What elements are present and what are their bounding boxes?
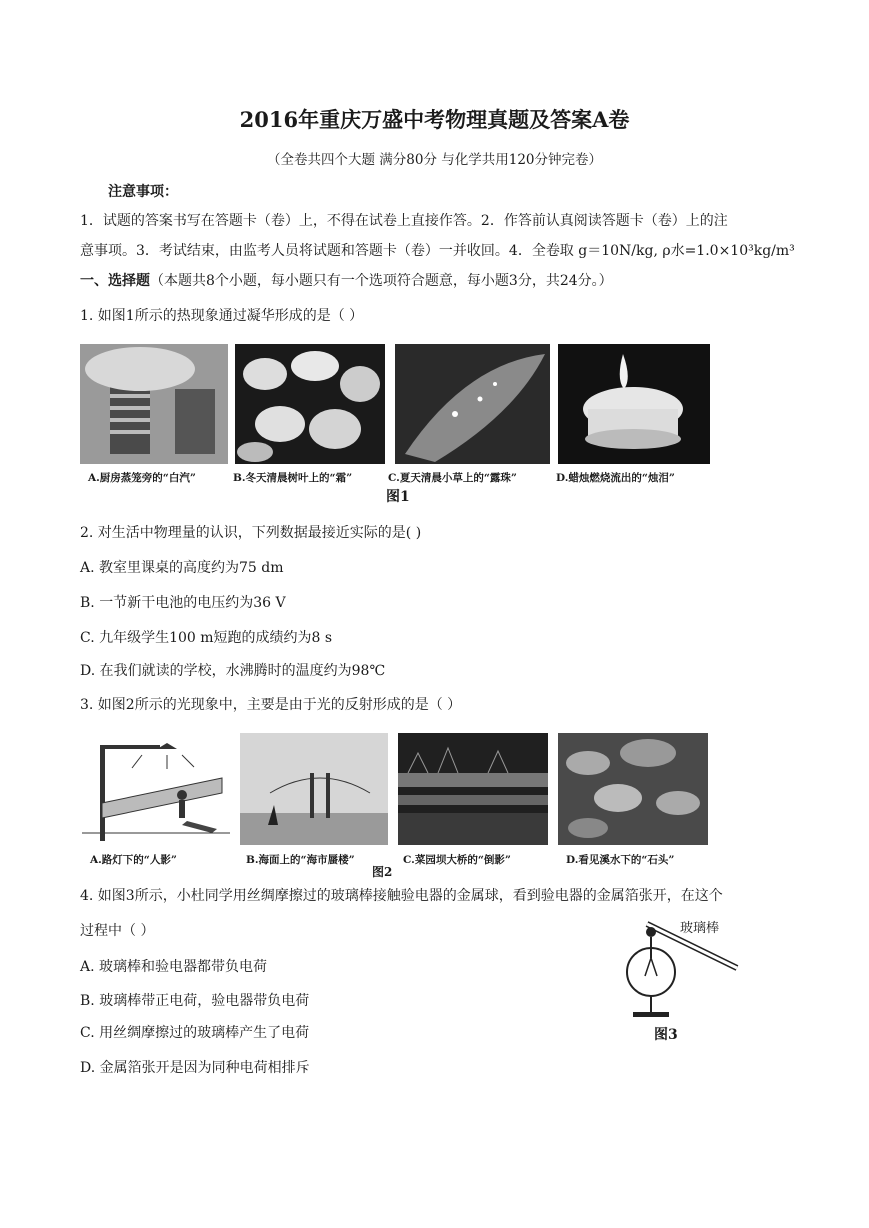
- q4-option-c: C. 用丝绸摩擦过的玻璃棒产生了电荷: [80, 1025, 310, 1041]
- q4-stem-line-2: 过程中（ ）: [80, 923, 155, 939]
- glass-rod-label: 玻璃棒: [680, 921, 720, 936]
- q2-option-c: C. 九年级学生100 m短跑的成绩约为8 s: [80, 630, 333, 646]
- page-title: 2016年重庆万盛中考物理真题及答案A卷: [239, 107, 630, 132]
- q1-photo-b: [235, 344, 385, 464]
- figure-2-label: 图2: [372, 865, 393, 879]
- q3-stem: 3. 如图2所示的光现象中，主要是由于光的反射形成的是（ ）: [80, 697, 462, 713]
- q3-caption-c: C.菜园坝大桥的“倒影”: [403, 854, 511, 866]
- notice-line-1: 1．试题的答案书写在答题卡（卷）上，不得在试卷上直接作答。2．作答前认真阅读答题卡（卷）上的注: [80, 213, 728, 229]
- section-1-label: 一、选择题: [80, 273, 150, 289]
- q2-stem: 2. 对生活中物理量的认识，下列数据最接近实际的是( ): [80, 525, 422, 541]
- q1-caption-b: B.冬天清晨树叶上的“霜”: [233, 472, 353, 484]
- q3-drawing-a: [82, 733, 230, 845]
- figure-1-label: 图1: [386, 489, 410, 505]
- q3-photo-c: [398, 733, 548, 845]
- q4-stem-line-1: 4. 如图3所示，小杜同学用丝绸摩擦过的玻璃棒接触验电器的金属球，看到验电器的金属箔张开，在这个: [80, 888, 723, 904]
- notice-heading: 注意事项：: [108, 184, 178, 200]
- q3-photo-b: [240, 733, 388, 845]
- exam-subtitle: （全卷共四个大题 满分80分 与化学共用120分钟完卷）: [266, 152, 603, 168]
- q1-photo-d: [558, 344, 710, 464]
- q3-caption-b: B.海面上的“海市蜃楼”: [246, 854, 355, 866]
- q3-photo-d: [558, 733, 708, 845]
- section-1-heading: [80, 270, 613, 290]
- q1-photo-c: [395, 344, 550, 464]
- q2-option-d: D. 在我们就读的学校，水沸腾时的温度约为98℃: [80, 663, 386, 679]
- q1-caption-c: C.夏天清晨小草上的“露珠”: [388, 472, 517, 484]
- notice-line-2: 意事项。3．考试结束，由监考人员将试题和答题卡（卷）一并收回。4．全卷取 g＝10N/kg, ρ水=1.0×10³kg/m³: [80, 243, 795, 259]
- q2-option-a: A. 教室里课桌的高度约为75 dm: [80, 560, 284, 576]
- q3-caption-a: A.路灯下的“人影”: [90, 854, 177, 866]
- q1-stem: 1. 如图1所示的热现象通过凝华形成的是（ ）: [80, 308, 364, 324]
- q1-photo-a: [80, 344, 228, 464]
- figure-3-label: 图3: [654, 1027, 678, 1043]
- q4-option-a: A. 玻璃棒和验电器都带负电荷: [80, 959, 268, 975]
- q4-option-b: B. 玻璃棒带正电荷，验电器带负电荷: [80, 993, 310, 1009]
- q4-option-d: D. 金属箔张开是因为同种电荷相排斥: [80, 1060, 310, 1076]
- q1-caption-a: A.厨房蒸笼旁的“白汽”: [88, 472, 196, 484]
- q1-caption-d: D.蜡烛燃烧流出的“烛泪”: [556, 472, 675, 484]
- q3-caption-d: D.看见溪水下的“石头”: [566, 854, 675, 866]
- section-1-desc: （本题共8个小题，每小题只有一个选项符合题意，每小题3分，共24分。）: [150, 273, 613, 289]
- q2-option-b: B. 一节新干电池的电压约为36 V: [80, 595, 286, 611]
